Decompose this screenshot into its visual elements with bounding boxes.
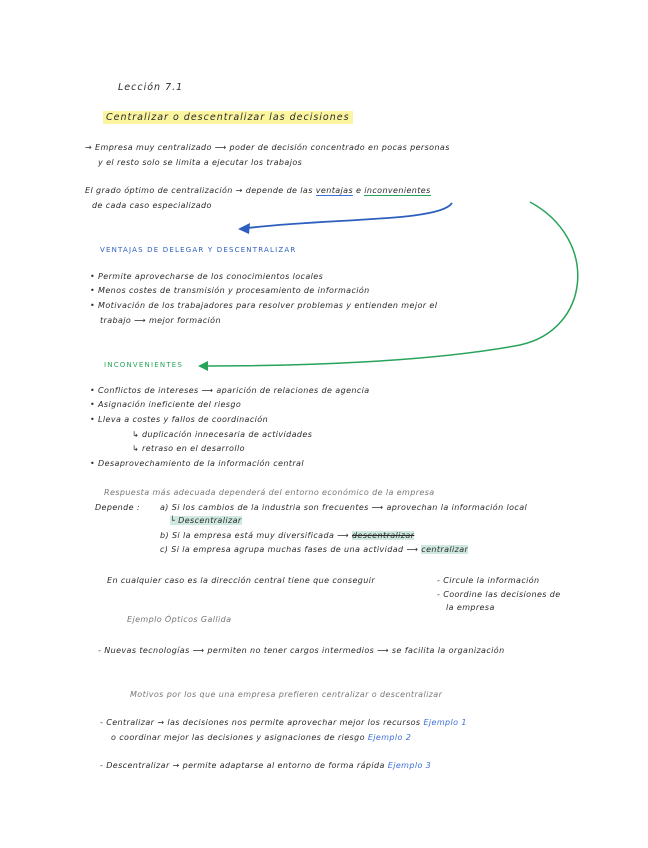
option-a: a) Si los cambios de la industria son frecuentes ⟶ aprovechan la información local [160,503,528,512]
intro-line-1: → Empresa muy centralizado ⟶ poder de decisión concentrado en pocas personas [85,143,450,152]
direccion-bullet-2-cont: la empresa [446,603,495,612]
and-word: e [355,186,362,195]
intro-line-2: y el resto solo se limita a ejecutar los trabajos [98,158,303,167]
nuevas-tecnologias: - Nuevas tecnologías ⟶ permiten no tener cargos intermedios ⟶ se facilita la organización [98,646,505,655]
direccion-bullet-2: - Coordine las decisiones de [437,590,561,599]
inconvenientes-word: inconvenientes [364,186,431,195]
option-b [160,531,414,541]
direccion-main: En cualquier caso es la dirección central tiene que conseguir [107,576,376,585]
option-c-result: centralizar [421,545,469,554]
respuesta-heading: Respuesta más adecuada dependerá del entorno económico de la empresa [104,488,435,497]
inconv-item-1: • Conflictos de intereses ⟶ aparición de relaciones de agencia [90,386,370,395]
direccion-bullet-1: - Circule la información [437,576,540,585]
option-b-result: descentralizar [352,531,415,540]
ventajas-heading: VENTAJAS DE DELEGAR Y DESCENTRALIZAR [100,246,297,254]
example-2-label: Ejemplo 2 [367,733,412,742]
option-a-sub-highlight: └ Descentralizar [170,516,242,525]
heading-highlight: Centralizar o descentralizar las decisiones [103,111,353,124]
green-arrow-head [198,361,208,371]
motivo-centralizar [100,718,467,728]
example-1-label: Ejemplo 1 [423,718,467,727]
ventajas-continuation: trabajo ⟶ mejor formación [100,316,221,325]
motivo-coordinar [111,733,411,743]
inconv-last: • Desaprovechamiento de la información central [90,459,304,468]
inconv-subitem-1: ↳ duplicación innecesaria de actividades [132,430,313,439]
example-3-label: Ejemplo 3 [387,761,432,770]
lesson-title: Lección 7.1 [118,82,184,93]
motivo-descentralizar [100,761,431,771]
inconv-item-3: • Lleva a costes y fallos de coordinación [90,415,269,424]
ventajas-item-2: • Menos costes de transmisión y procesamiento de información [90,286,370,295]
option-b-text: b) Si la empresa está muy diversificada ⟶ [160,531,350,540]
ventajas-item-3: • Motivación de los trabajadores para resolver problemas y entienden mejor el [90,301,438,310]
ejemplo-title: Ejemplo Ópticos Gallida [127,615,232,624]
ventajas-item-1: • Permite aprovecharse de los conocimientos locales [90,272,324,281]
motivo-coordinar-text: o coordinar mejor las decisiones y asignaciones de riesgo [111,733,365,742]
inconvenientes-heading: INCONVENIENTES [104,361,184,369]
option-c [160,545,468,555]
inconv-subitem-2: ↳ retraso en el desarrollo [132,444,245,453]
motivo-centralizar-text: - Centralizar → las decisiones nos permite aprovechar mejor los recursos [100,718,421,727]
depende-label: Depende : [95,503,140,512]
degree-line-1 [85,186,431,196]
section-heading [103,113,353,123]
degree-line-2: de cada caso especializado [92,201,212,210]
option-c-text: c) Si la empresa agrupa muchas fases de una actividad ⟶ [160,545,419,554]
motivos-heading: Motivos por los que una empresa prefieren centralizar o descentralizar [130,690,443,699]
green-arrow [206,202,578,366]
blue-arrow-head [238,223,250,234]
option-a-sub [170,516,242,526]
blue-arrow [248,203,452,228]
motivo-descentralizar-text: - Descentralizar → permite adaptarse al entorno de forma rápida [100,761,385,770]
inconv-item-2: • Asignación ineficiente del riesgo [90,400,242,409]
degree-text: El grado óptimo de centralización → depende de las [85,186,313,195]
ventajas-word: ventajas [315,186,354,195]
